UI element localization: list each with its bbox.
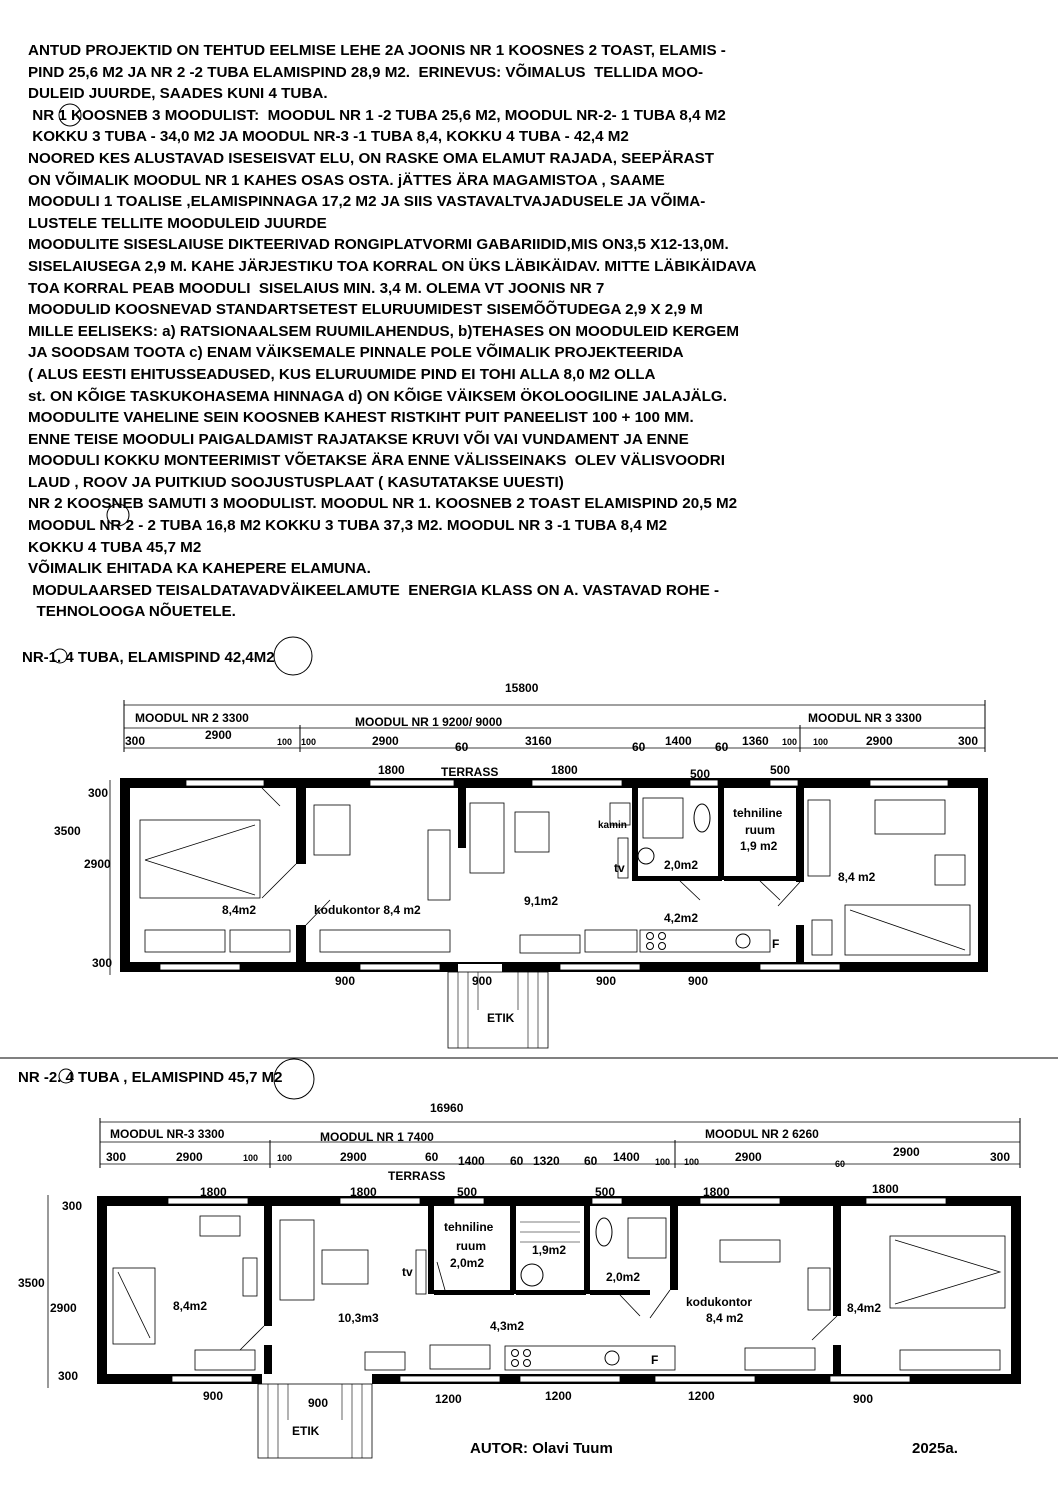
bath-wall: [584, 1206, 590, 1294]
shower-icon: [628, 1218, 666, 1258]
tv-label: tv: [402, 1265, 413, 1279]
dim-value: 2900: [372, 734, 399, 748]
dim-value: 300: [958, 734, 979, 748]
window-width: 1800: [703, 1185, 730, 1199]
module-label: MOODUL NR 1 7400: [320, 1130, 434, 1144]
window: [520, 1376, 620, 1382]
plan-2-title: NR -2. 4 TUBA , ELAMISPIND 45,7 M2: [18, 1069, 283, 1086]
bed-icon: [145, 825, 255, 895]
intro-line: VÕIMALIK EHITADA KA KAHEPERE ELAMUNA.: [28, 560, 371, 578]
sofa-icon: [314, 805, 350, 855]
shelf-icon: [195, 1350, 255, 1370]
dim-value: 900: [472, 974, 493, 988]
partition-wall: [458, 788, 466, 848]
partition-wall: [296, 925, 306, 962]
partition-wall: [296, 788, 306, 864]
room-area: 8,4 m2: [706, 1311, 744, 1325]
room-area: 4,3m2: [490, 1319, 525, 1333]
intro-line: MOODULID KOOSNEVAD STANDARTSETEST ELURUUMIDEST SISEMÕÕTUDEGA 2,9 X 2,9 M: [28, 301, 703, 319]
stove-icon: [647, 933, 654, 940]
dim-value: 1400: [613, 1150, 640, 1164]
window: [160, 964, 240, 970]
door-swing: [760, 881, 780, 900]
room-area: 2,0m2: [606, 1270, 641, 1284]
dim-value: 60: [425, 1150, 439, 1164]
shelf-icon: [320, 930, 450, 952]
plan-1-title: NR-1. 4 TUBA, ELAMISPIND 42,4M2: [22, 649, 275, 666]
door-swing: [240, 1326, 264, 1350]
dim-value: 1320: [533, 1154, 560, 1168]
tech-wall: [718, 788, 724, 880]
intro-line: NR 2 KOOSNEB SAMUTI 3 MOODULIST. MOODUL NR 1. KOOSNEB 2 TOAST ELAMISPIND 20,5 M2: [28, 495, 738, 513]
intro-line: ON VÕIMALIK MOODUL NR 1 KAHES OSAS OSTA. jÄTTES ÄRA MAGAMISTOA , SAAME: [28, 171, 665, 189]
room-area: 2,0m2: [664, 858, 699, 872]
tech-wall: [434, 1290, 514, 1295]
tech-wall: [724, 876, 800, 881]
sink-icon: [605, 1351, 619, 1365]
dim-value: 60: [632, 740, 646, 754]
dim-value: 300: [88, 786, 109, 800]
dim-value: 300: [106, 1150, 127, 1164]
intro-line: MODULAARSED TEISALDATAVADVÄIKEELAMUTE ENERGIA KLASS ON A. VASTAVAD ROHE -: [28, 581, 720, 599]
dim-value: 100: [813, 737, 829, 747]
dim-value: 100: [684, 1157, 700, 1167]
room-label: tehniline: [733, 806, 783, 820]
intro-line: ( ALUS EESTI EHITUSSEADUSED, KUS ELURUUMIDE PIND EI TOHI ALLA 8,0 M2 OLLA: [28, 365, 656, 383]
dim-value: 60: [455, 740, 469, 754]
plan-2-total-length: 16960: [430, 1101, 464, 1115]
shelf-icon: [745, 1348, 815, 1370]
window: [560, 964, 640, 970]
intro-line: st. ON KÕIGE TASKUKOHASEMA HINNAGA d) ON KÕIGE VÄIKSEM ÖKOLOOGILINE JALAJÄLG.: [28, 387, 727, 405]
year-label: 2025a.: [912, 1440, 958, 1457]
author-label: AUTOR: Olavi Tuum: [470, 1440, 613, 1457]
door-swing: [437, 1262, 445, 1290]
stove-icon: [512, 1360, 519, 1367]
window: [532, 780, 622, 786]
stairs-label: ETIK: [292, 1424, 320, 1438]
dim-value: 2900: [866, 734, 893, 748]
intro-line: JA SOODSAM TOOTA c) ENAM VÄIKSEMALE PINNALE POLE VÕIMALIK PROJEKTEERIDA: [28, 344, 684, 362]
dim-value: 300: [990, 1150, 1011, 1164]
room-area: 1,9 m2: [740, 839, 778, 853]
window: [186, 780, 264, 786]
dim-value: 1360: [742, 734, 769, 748]
window: [770, 780, 798, 786]
dim-value: 1200: [688, 1389, 715, 1403]
fridge-label: F: [651, 1353, 659, 1367]
bed-icon: [890, 1236, 1005, 1308]
stove-icon: [647, 943, 654, 950]
stove-icon: [512, 1350, 519, 1357]
window-width: 500: [690, 767, 711, 781]
fireplace-label: kamin: [598, 820, 627, 831]
room-area: 4,2m2: [664, 911, 699, 925]
window: [655, 1376, 755, 1382]
room-area: 9,1m2: [524, 894, 559, 908]
window-width: 1800: [350, 1185, 377, 1199]
dining-table-icon: [585, 930, 637, 952]
room-area: 1,9m2: [532, 1243, 567, 1257]
wall-left: [120, 778, 130, 972]
room-area: 2,0m2: [450, 1256, 485, 1270]
stove-icon: [524, 1360, 531, 1367]
fridge-label: F: [772, 937, 780, 951]
washbasin-icon: [638, 848, 654, 864]
tv-icon: [416, 1250, 426, 1294]
bed-icon: [850, 910, 965, 950]
stove-icon: [524, 1350, 531, 1357]
stove-icon: [659, 943, 666, 950]
chair-icon: [935, 855, 965, 885]
room-area: 10,3m3: [338, 1311, 379, 1325]
window: [360, 964, 440, 970]
window-width: 1800: [200, 1185, 227, 1199]
intro-line: TOA KORRAL PEAB MOODULI SISELAIUS MIN. 3,4 M. OLEMA VT JOONIS NR 7: [28, 279, 605, 297]
window: [172, 1376, 252, 1382]
shelf-icon: [900, 1350, 1000, 1370]
intro-line: PIND 25,6 M2 JA NR 2 -2 TUBA ELAMISPIND 28,9 M2. ERINEVUS: VÕIMALUS TELLIDA MOO-: [28, 63, 704, 81]
window: [400, 1376, 500, 1382]
bath-wall: [632, 876, 722, 881]
sauna-stove-icon: [521, 1264, 543, 1286]
door-swing: [262, 864, 296, 898]
wall-left: [97, 1196, 107, 1384]
window: [870, 780, 948, 786]
dim-value: 900: [853, 1392, 874, 1406]
dim-value: 2900: [176, 1150, 203, 1164]
dim-value: 3160: [525, 734, 552, 748]
intro-line: MOODULI KOKKU MONTEERIMIST VÕETAKSE ÄRA ENNE VÄLISSEINAKS OLEV VÄLISVOODRI: [28, 452, 725, 470]
intro-line: SISELAIUSEGA 2,9 M. KAHE JÄRJESTIKU TOA KORRAL ON ÜKS LÄBIKÄIDAV. MITTE LÄBIKÄIDAVA: [28, 257, 757, 275]
bed-icon: [895, 1240, 1000, 1304]
wardrobe-icon: [145, 930, 225, 952]
sofa-icon: [280, 1220, 314, 1300]
plan-1: [22, 637, 988, 1048]
module-label: MOODUL NR 2 6260: [705, 1127, 819, 1141]
dim-value: 2900: [340, 1150, 367, 1164]
shelf-icon: [808, 1268, 830, 1310]
entrance-door: [458, 964, 502, 972]
tech-wall: [428, 1206, 434, 1294]
dim-value: 100: [243, 1153, 259, 1163]
partition-wall: [670, 1206, 678, 1290]
desk-icon: [200, 1216, 240, 1236]
table-icon: [322, 1250, 368, 1284]
dim-value: 300: [62, 1199, 83, 1213]
module-label: MOODUL NR 1 9200/ 9000: [355, 715, 503, 729]
dim-value: 2900: [84, 857, 111, 871]
kitchen-counter-icon: [505, 1346, 675, 1370]
wardrobe-icon: [243, 1258, 257, 1296]
dim-value: 300: [58, 1369, 79, 1383]
room-label: kodukontor: [686, 1295, 752, 1309]
dim-value: 1200: [435, 1392, 462, 1406]
dim-value: 60: [510, 1154, 524, 1168]
dim-value: 100: [655, 1157, 671, 1167]
partition-wall: [796, 788, 804, 882]
intro-line: DULEID JUURDE, SAADES KUNI 4 TUBA.: [28, 85, 328, 103]
dim-value: 3500: [18, 1276, 45, 1290]
window: [370, 780, 454, 786]
dim-value: 900: [203, 1389, 224, 1403]
desk-icon: [428, 830, 450, 900]
window-width: 500: [770, 763, 791, 777]
door-swing: [650, 1290, 670, 1318]
room-area: 8,4m2: [222, 903, 257, 917]
intro-line: ENNE TEISE MOODULI PAIGALDAMIST RAJATAKSE KRUVI VÕI VAI VUNDAMENT JA ENNE: [28, 430, 689, 448]
stove-icon: [659, 933, 666, 940]
terrace-label: TERRASS: [441, 765, 499, 779]
dim-value: 1400: [665, 734, 692, 748]
intro-line: MOODULITE VAHELINE SEIN KOOSNEB KAHEST RISTKIHT PUIT PANEELIST 100 + 100 MM.: [28, 409, 694, 427]
wardrobe-icon: [808, 800, 830, 876]
intro-line: KOKKU 4 TUBA 45,7 M2: [28, 538, 202, 556]
partition-wall: [264, 1345, 272, 1374]
intro-line: MILLE EELISEKS: a) RATSIONAALSEM RUUMILAHENDUS, b)TEHASES ON MOODULEID KERGEM: [28, 322, 740, 340]
room-area: 8,4m2: [173, 1299, 208, 1313]
bed-icon: [140, 820, 260, 898]
wall-right: [1011, 1196, 1021, 1384]
wall-bottom: [120, 962, 988, 972]
dim-value: 60: [835, 1159, 846, 1169]
dim-value: 60: [584, 1154, 598, 1168]
dim-value: 900: [308, 1396, 329, 1410]
dim-value: 1200: [545, 1389, 572, 1403]
toilet-icon: [694, 804, 710, 832]
dim-value: 2900: [735, 1150, 762, 1164]
intro-line: NOORED KES ALUSTAVAD ISESEISVAT ELU, ON RASKE OMA ELAMUT RAJADA, SEEPÄRAST: [28, 149, 715, 167]
room-label: ruum: [745, 823, 775, 837]
door-swing: [620, 1295, 640, 1316]
dim-value: 100: [782, 737, 798, 747]
dim-value: 2900: [893, 1145, 920, 1159]
dim-value: 3500: [54, 824, 81, 838]
entrance-door: [262, 1374, 372, 1384]
room-area: 8,4 m2: [838, 870, 876, 884]
dim-value: 100: [301, 737, 317, 747]
desk-icon: [720, 1240, 780, 1262]
tv-label: tv: [614, 861, 625, 875]
radiator-icon: [365, 1352, 405, 1370]
plan-2: [18, 1059, 1021, 1458]
intro-line: LUSTELE TELLITE MOODULEID JUURDE: [28, 214, 327, 232]
window-width: 500: [457, 1185, 478, 1199]
dim-value: 900: [335, 974, 356, 988]
bed-icon: [118, 1272, 150, 1338]
terrace-label: TERRASS: [388, 1169, 446, 1183]
stairs-icon: [448, 972, 548, 1048]
window-width: 500: [595, 1185, 616, 1199]
dim-value: 2900: [50, 1301, 77, 1315]
dim-value: 100: [277, 1153, 293, 1163]
window-width: 1800: [378, 763, 405, 777]
dim-value: 300: [125, 734, 146, 748]
window: [866, 1198, 946, 1204]
intro-line: TEHNOLOOGA NÕUETELE.: [28, 603, 236, 621]
bed-icon: [113, 1268, 155, 1344]
intro-line: LAUD , ROOV JA PUITKIUD SOOJUSTUSPLAAT ( KASUTATAKSE UUESTI): [28, 473, 564, 491]
room-label: tehniline: [444, 1220, 494, 1234]
intro-line: MOODULI 1 TOALISE ,ELAMISPINNAGA 17,2 M2 JA SIIS VASTAVALTVAJADUSELE JA VÕIMA-: [28, 193, 706, 211]
intro-line: ANTUD PROJEKTID ON TEHTUD EELMISE LEHE 2A JOONIS NR 1 KOOSNES 2 TOAST, ELAMIS -: [28, 42, 726, 59]
toilet-icon: [596, 1218, 612, 1246]
door-swing: [680, 881, 700, 900]
intro-circle-2: [107, 504, 129, 526]
dim-value: 100: [277, 737, 293, 747]
intro-line: KOKKU 3 TUBA - 34,0 M2 JA MOODUL NR-3 -1 TUBA 8,4, KOKKU 4 TUBA - 42,4 M2: [28, 128, 629, 146]
intro-line: MOODUL NR 2 - 2 TUBA 16,8 M2 KOKKU 3 TUBA 37,3 M2. MOODUL NR 3 -1 TUBA 8,4 M2: [28, 517, 668, 535]
stairs-label: ETIK: [487, 1011, 515, 1025]
dim-value: 300: [92, 956, 113, 970]
radiator-icon: [520, 935, 580, 953]
partition-wall: [796, 925, 804, 962]
window-width: 1800: [872, 1182, 899, 1196]
table-icon: [515, 812, 549, 852]
desk-icon: [875, 800, 945, 834]
desk-icon: [230, 930, 290, 952]
room-area: kodukontor 8,4 m2: [314, 903, 421, 917]
dim-value: 900: [688, 974, 709, 988]
door-swing: [262, 788, 280, 806]
bath-wall: [590, 1290, 650, 1295]
dim-value: 60: [715, 740, 729, 754]
room-area: 8,4m2: [847, 1301, 882, 1315]
module-label: MOODUL NR 3 3300: [808, 711, 922, 725]
intro-circle-1: [59, 104, 81, 126]
dim-value: 1400: [458, 1154, 485, 1168]
plan-1-area-circle: [274, 637, 312, 675]
wall-right: [978, 778, 988, 972]
sofa-icon: [470, 803, 504, 873]
window: [760, 964, 840, 970]
partition-wall: [833, 1345, 841, 1374]
partition-wall: [833, 1206, 841, 1316]
shower-icon: [643, 798, 683, 838]
sink-icon: [736, 934, 750, 948]
window: [830, 1376, 910, 1382]
dining-table-icon: [430, 1345, 490, 1369]
sauna-wall: [516, 1290, 586, 1295]
dim-value: 2900: [205, 728, 232, 742]
module-label: MOODUL NR-3 3300: [110, 1127, 225, 1141]
partition-wall: [264, 1206, 272, 1326]
dim-value: 900: [596, 974, 617, 988]
door-swing: [778, 882, 800, 906]
plan-1-total-length: 15800: [505, 681, 539, 695]
module-label: MOODUL NR 2 3300: [135, 711, 249, 725]
room-label: ruum: [456, 1239, 486, 1253]
bath-wall: [632, 788, 638, 880]
intro-line: MOODULITE SISESLAIUSE DIKTEERIVAD RONGIPLATVORMI GABARIIDID,MIS ON3,5 X12-13,0M.: [28, 236, 729, 254]
intro-line: NR 1 KOOSNEB 3 MOODULIST: MOODUL NR 1 -2 TUBA 25,6 M2, MOODUL NR-2- 1 TUBA 8,4 M2: [28, 106, 726, 124]
door-swing: [812, 1316, 837, 1340]
sauna-wall: [510, 1206, 516, 1294]
cabinet-icon: [812, 920, 832, 955]
window-width: 1800: [551, 763, 578, 777]
